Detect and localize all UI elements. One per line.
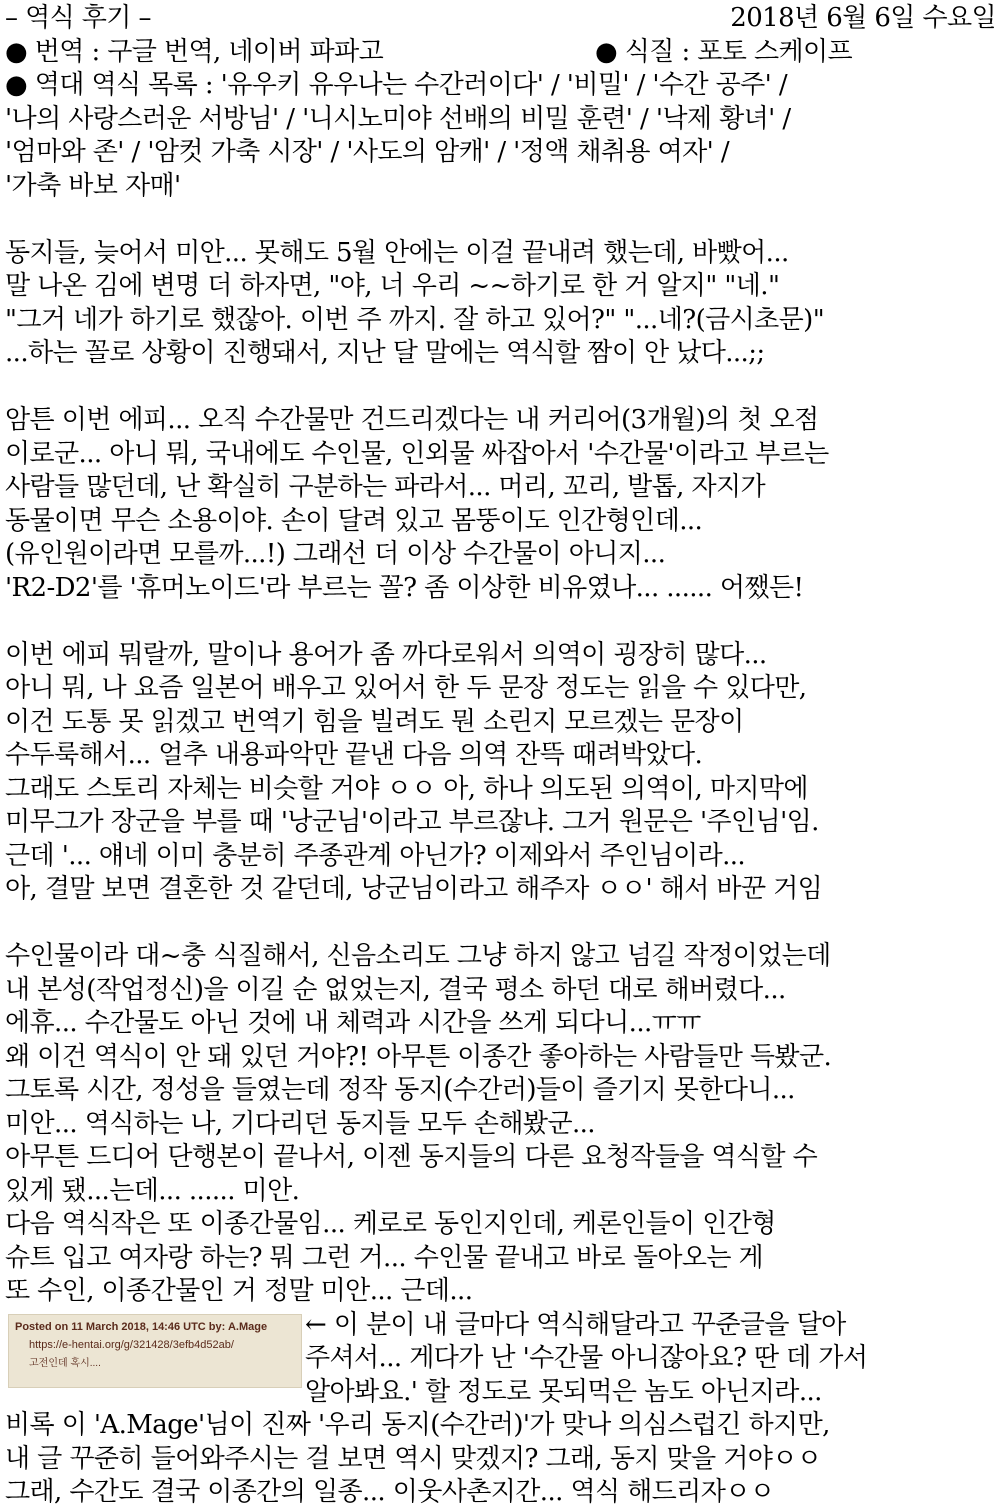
header-row [5, 2, 996, 36]
page-title: – 역식 후기 – [5, 3, 151, 33]
text-line: 말 나온 김에 변명 더 하자면, "야, 너 우리 ~~하기로 한 거 알지" "네." [5, 271, 780, 301]
text-line: 근데 '... 얘네 이미 충분히 주종관계 아닌가? 이제와서 주인님이라... [5, 840, 746, 871]
text-line: 아, 결말 보면 결혼한 것 같던데, 낭군님이라고 해주자 ㅇㅇ' 해서 바꾼 거임 [5, 874, 823, 904]
paragraph-career [5, 404, 996, 605]
text-line: 수두룩해서... 얼추 내용파악만 끝낸 다음 의역 잔뜩 때려박았다. [5, 740, 703, 770]
text-line: 암튼 이번 에피... 오직 수간물만 건드리겠다는 내 커리어(3개월)의 첫 오점 [5, 405, 819, 435]
text-line: 슈트 입고 여자랑 하는? 뭐 그런 거... 수인물 끝내고 바로 돌아오는 게 [5, 1242, 764, 1273]
text-line: 에휴... 수간물도 아닌 것에 내 체력과 시간을 쓰게 되다니...ㅠㅠ [5, 1008, 701, 1038]
forum-comment-screenshot [8, 1314, 302, 1388]
text-line: 내 본성(작업정신)을 이길 순 없었는지, 결국 평소 하던 대로 해버렸다... [5, 974, 786, 1005]
text-line: 이로군... 아니 뭐, 국내에도 수인물, 인외물 싸잡아서 '수간물'이라고 부르는 [5, 438, 829, 469]
text-line: 이번 에피 뭐랄까, 말이나 용어가 좀 까다로워서 의역이 굉장히 많다... [5, 639, 767, 670]
text-line: 또 수인, 이종간물인 거 정말 미안... 근데... [5, 1276, 473, 1306]
comment-section [5, 1309, 996, 1410]
text-line: "그거 네가 하기로 했잖아. 이번 주 까지. 잘 하고 있어?" "...네?(금시초문)" [5, 304, 825, 335]
meta-row [5, 36, 996, 70]
text-line: 그토록 시간, 정성을 들였는데 정작 동지(수간러)들이 즐기지 못한다니... [5, 1075, 795, 1105]
paragraph-closing [5, 1409, 996, 1510]
text-line: 비록 이 'A.Mage'님이 진짜 '우리 동지(수간러)'가 맞나 의심스럽긴 하지만, [5, 1410, 830, 1440]
history-line: '나의 사랑스러운 서방님' / '니시노미야 선배의 비밀 훈련' / '낙제 황녀' / [5, 103, 791, 134]
translation-tools: ● 번역 : 구글 번역, 네이버 파파고 [5, 36, 595, 70]
text-line: 왜 이건 역식이 안 돼 있던 거야?! 아무튼 이종간 좋아하는 사람들만 득봤군. [5, 1041, 832, 1072]
spacer [5, 605, 996, 639]
text-line: 있게 됐...는데... ...... 미안. [5, 1175, 300, 1206]
text-line: 사람들 많던데, 난 확실히 구분하는 파라서... 머리, 꼬리, 발톱, 자지가 [5, 472, 766, 502]
text-line: 아니 뭐, 나 요즘 일본어 배우고 있어서 한 두 문장 정도는 읽을 수 있다만, [5, 673, 807, 703]
text-line: 알아봐요.' 할 정도로 못되먹은 놈도 아닌지라... [305, 1376, 822, 1407]
text-line: 미안... 역식하는 나, 기다리던 동지들 모두 손해봤군... [5, 1108, 595, 1139]
text-line: ← 이 분이 내 글마다 역식해달라고 꾸준글을 달아 [305, 1309, 846, 1340]
text-line: 아무튼 드디어 단행본이 끝나서, 이젠 동지들의 다른 요청작들을 역식할 수 [5, 1142, 818, 1172]
text-line: 내 글 꾸준히 들어와주시는 걸 보면 역시 맞겠지? 그래, 동지 맞을 거야ㅇㅇ [5, 1443, 822, 1474]
text-line: 그래, 수간도 결국 이종간의 일종... 이웃사촌지간... 역식 해드리자ㅇㅇ [5, 1477, 775, 1507]
history-line: '엄마와 존' / '암컷 가축 시장' / '사도의 암캐' / '정액 채취용 여자' / [5, 137, 730, 167]
post-date: 2018년 6월 6일 수요일 [730, 3, 996, 33]
text-line: 수인물이라 대~충 식질해서, 신음소리도 그냥 하지 않고 넘길 작정이었는데 [5, 941, 831, 971]
text-line: 주셔서... 게다가 난 '수간물 아니잖아요? 딴 데 가서 [305, 1343, 868, 1373]
history-line: '가축 바보 자매' [5, 170, 181, 201]
text-line: ...하는 꼴로 상황이 진행돼서, 지난 달 말에는 역식할 짬이 안 났다...;; [5, 338, 765, 368]
text-line: 다음 역식작은 또 이종간물임... 케로로 동인지인데, 케론인들이 인간형 [5, 1209, 776, 1239]
text-line: 동지들, 늦어서 미안... 못해도 5월 안에는 이걸 끝내려 했는데, 바빴어... [5, 237, 789, 268]
comment-posted-line: Posted on 11 March 2018, 14:46 UTC by: A.Mage [15, 1320, 268, 1333]
paragraph-apology [5, 237, 996, 371]
spacer [5, 371, 996, 405]
history-list [5, 69, 996, 203]
text-line: 동물이면 무슨 소용이야. 손이 달려 있고 몸뚱이도 인간형인데... [5, 505, 703, 536]
text-line: 미무그가 장군을 부를 때 '낭군님'이라고 부르잖냐. 그거 원문은 '주인님'임. [5, 807, 819, 837]
text-line: 'R2-D2'를 '휴머노이드'라 부르는 꼴? 좀 이상한 비유였나... ...... 어쨌든! [5, 572, 804, 603]
typesetting-tool: ● 식질 : 포토 스케이프 [595, 36, 852, 70]
text-line: 그래도 스토리 자체는 비슷할 거야 ㅇㅇ 아, 하나 의도된 의역이, 마지막에 [5, 773, 808, 804]
text-line: 이건 도통 못 읽겠고 번역기 힘을 빌려도 뭔 소린지 모르겠는 문장이 [5, 706, 744, 737]
comment-link[interactable]: https://e-hentai.org/g/321428/3efb4d52ab/ [29, 1338, 234, 1351]
paragraph-typesetting [5, 940, 996, 1309]
comment-snippet: 고전인데 혹시.... [29, 1357, 101, 1369]
spacer [5, 203, 996, 237]
spacer [5, 907, 996, 941]
paragraph-translation [5, 639, 996, 907]
text-line: (유인원이라면 모를까...!) 그래선 더 이상 수간물이 아니지... [5, 539, 666, 569]
comment-explanation [305, 1309, 1000, 1410]
history-line: ● 역대 역식 목록 : '유우키 유우나는 수간러이다' / '비밀' / '수간 공주' / [5, 69, 996, 103]
